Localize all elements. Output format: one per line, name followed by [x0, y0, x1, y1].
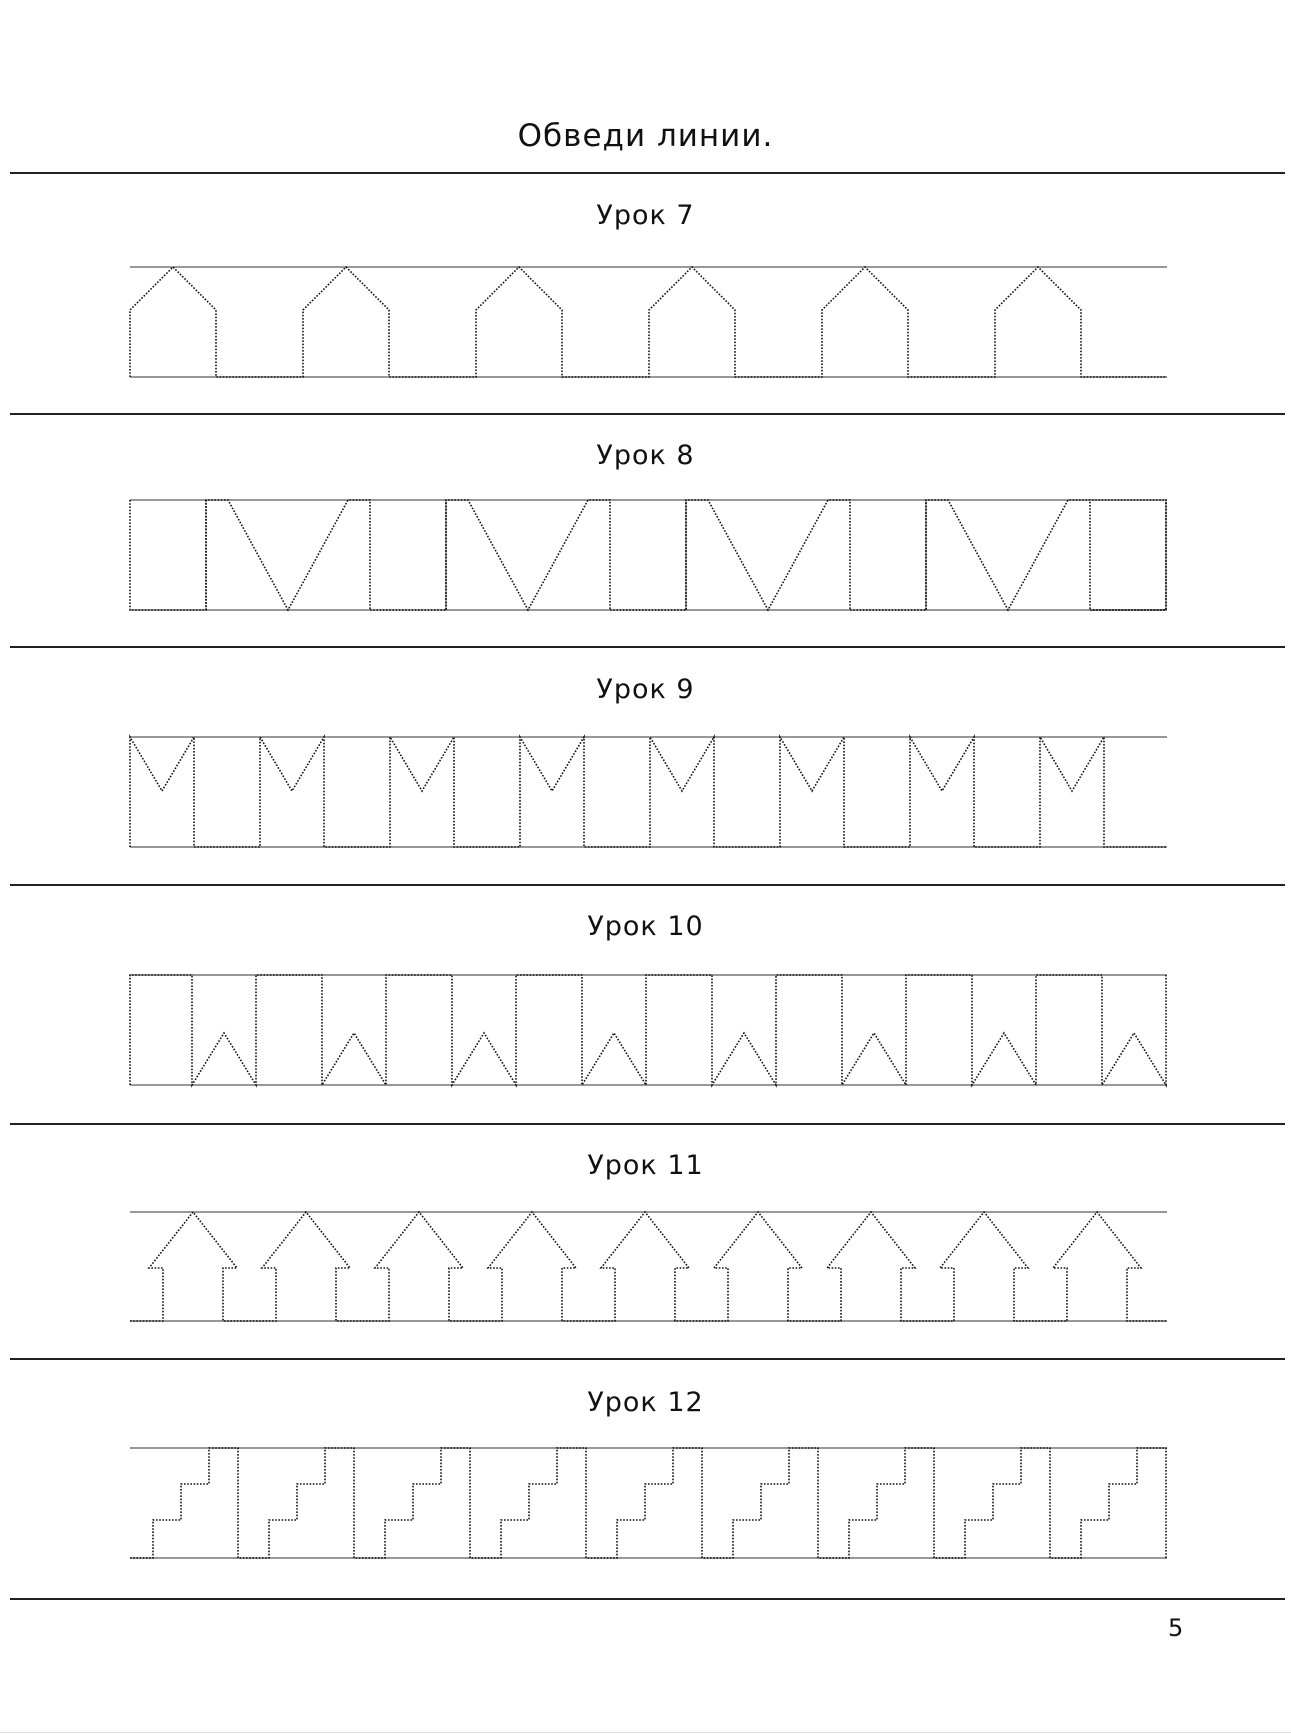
m-pattern-trace	[130, 737, 1167, 847]
lesson-9-label: Урок 9	[596, 674, 695, 705]
page-title: Обведи линии.	[517, 118, 774, 154]
box-trace	[850, 500, 926, 610]
box-trace	[610, 500, 686, 610]
page-number: 5	[1168, 1614, 1184, 1642]
lesson-7-label: Урок 7	[596, 200, 695, 231]
v-trace	[686, 500, 850, 610]
lesson-10-label: Урок 10	[587, 911, 704, 942]
dotted-trace-shapes	[130, 267, 1167, 1558]
house-pattern-trace	[130, 267, 1167, 377]
v-trace	[926, 500, 1090, 610]
stairs-pattern-trace	[130, 1448, 1167, 1558]
box-trace	[1092, 500, 1166, 610]
guide-lines	[130, 267, 1167, 1558]
lesson-11-label: Урок 11	[587, 1150, 704, 1181]
v-trace	[206, 500, 370, 610]
arrow-pattern-trace	[130, 1212, 1167, 1321]
box-trace	[130, 500, 206, 610]
v-trace	[446, 500, 610, 610]
box-trace	[1090, 500, 1166, 610]
lesson-8-label: Урок 8	[596, 440, 695, 471]
page-edge	[0, 1732, 1291, 1733]
lesson-12-label: Урок 12	[587, 1387, 704, 1418]
w-pattern-trace	[130, 975, 1166, 1085]
box-trace	[370, 500, 446, 610]
